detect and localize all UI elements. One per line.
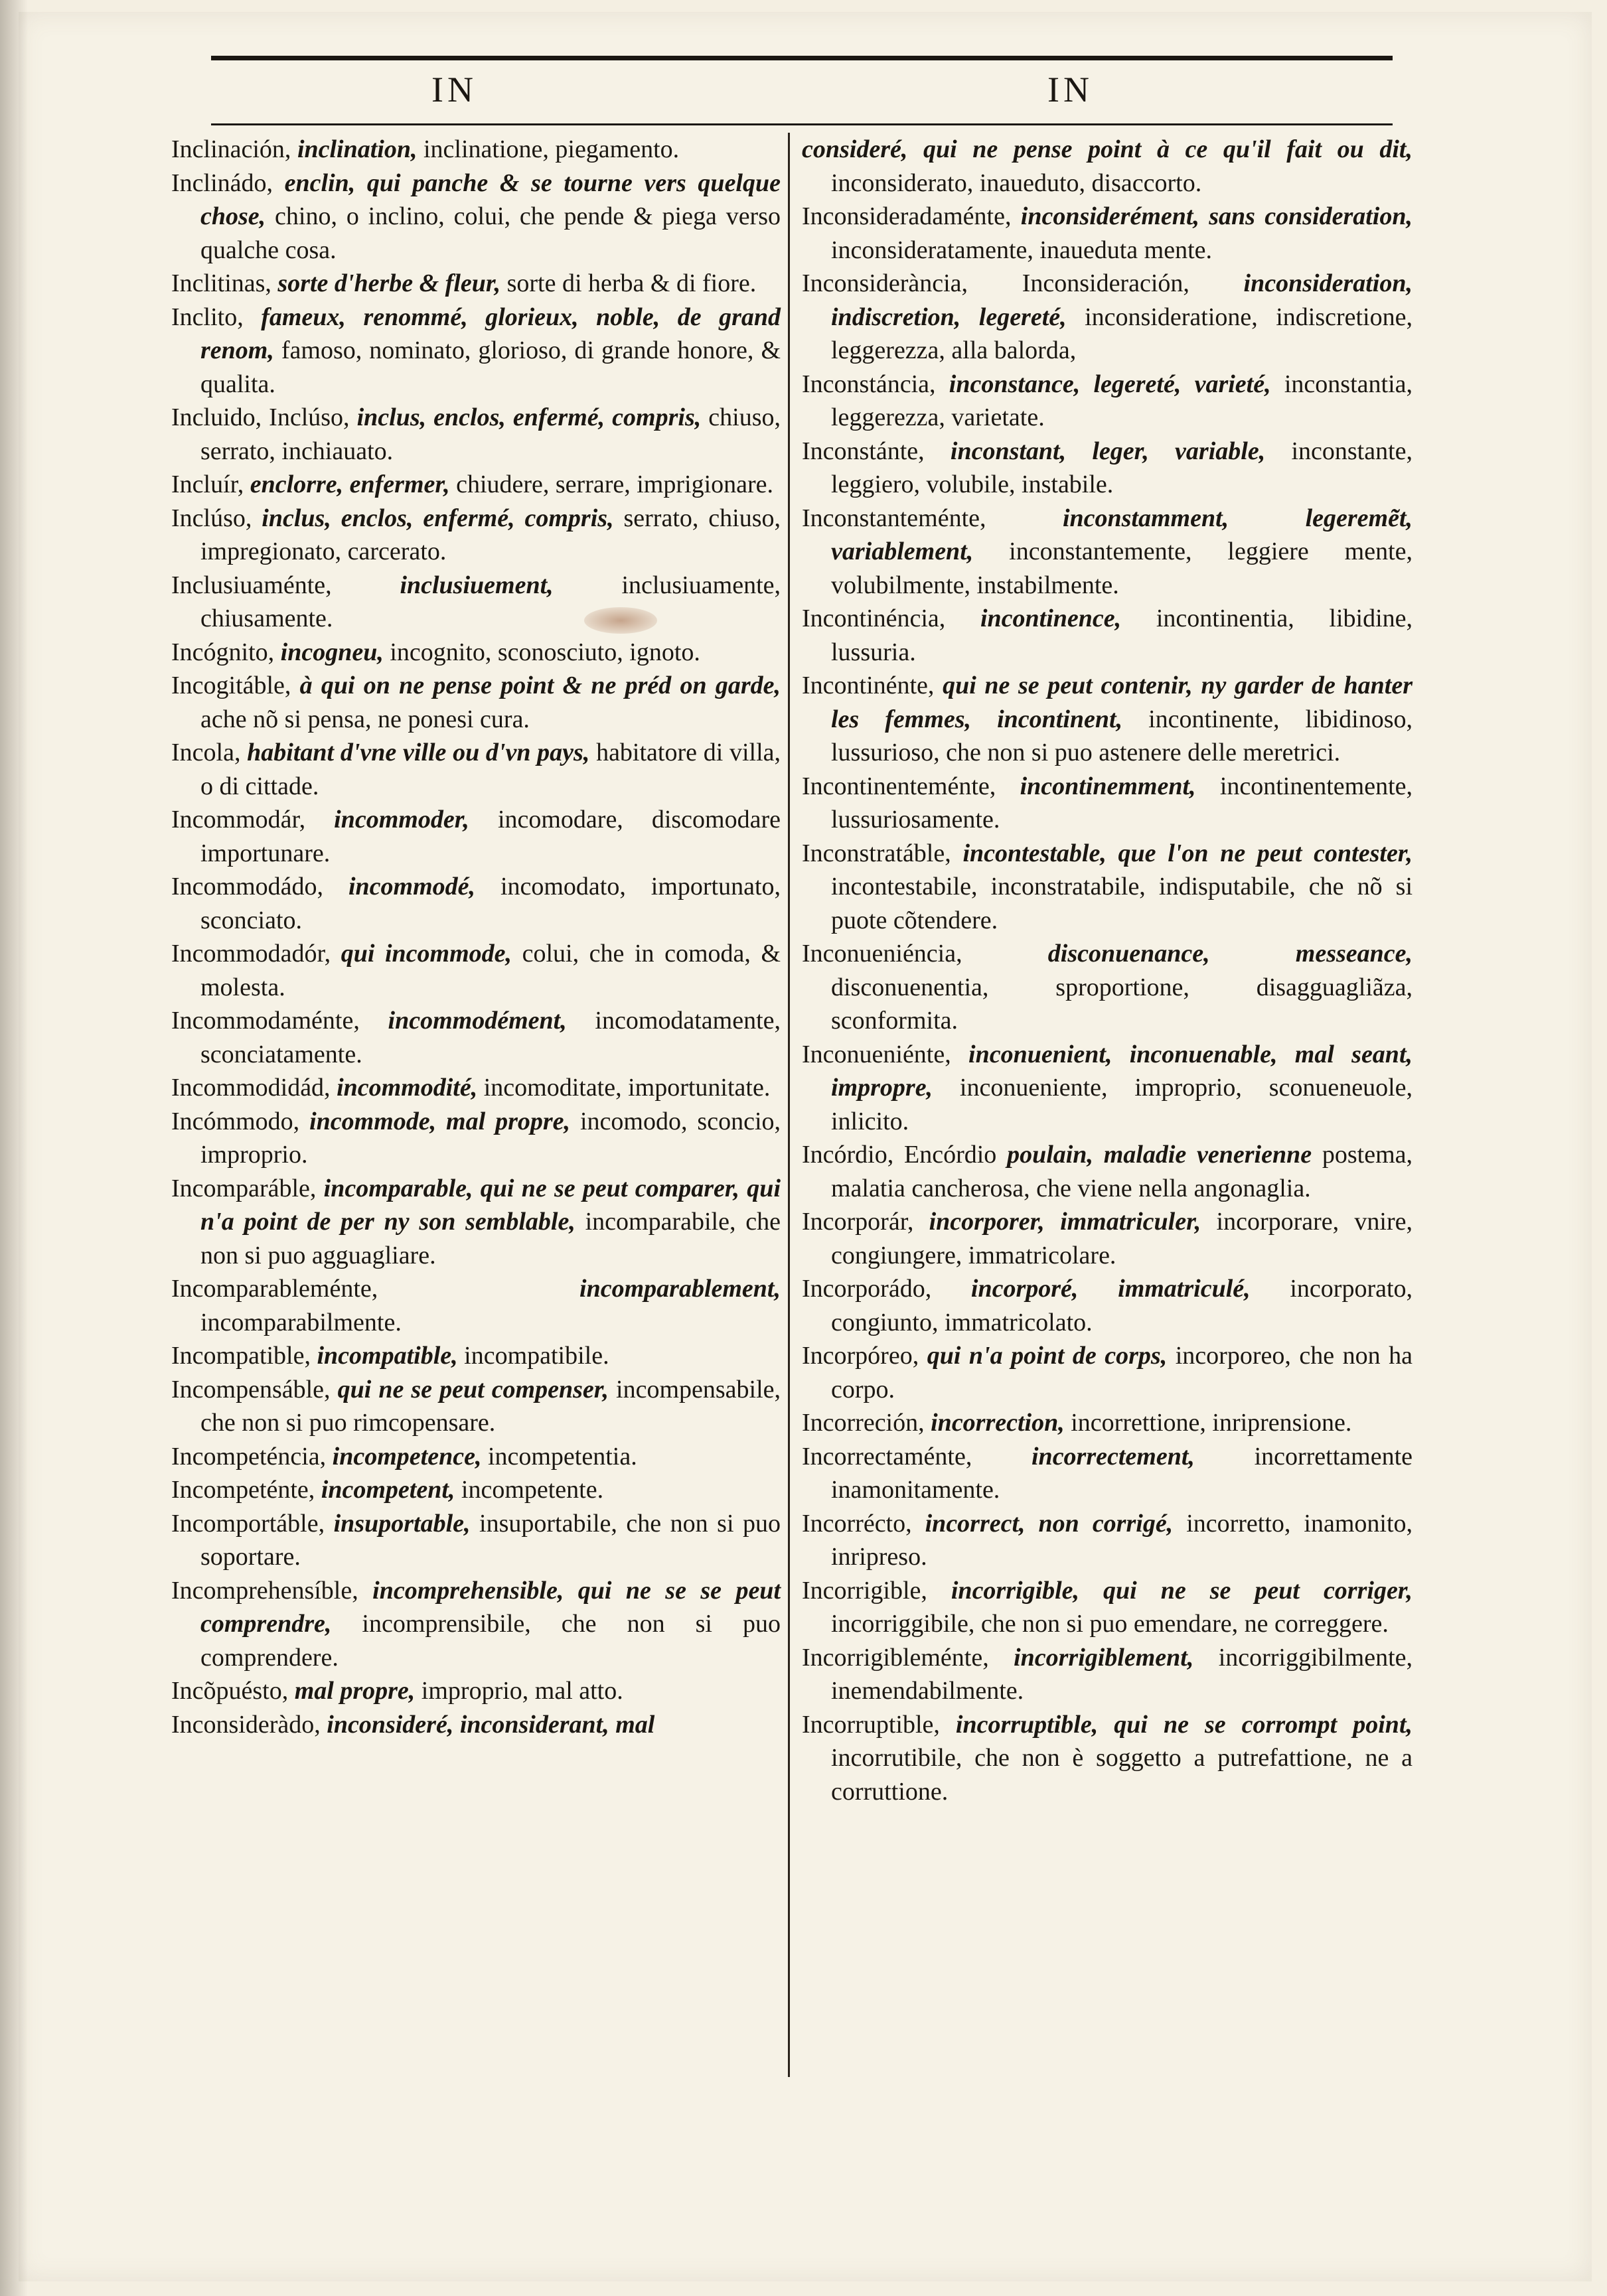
entry-italian: incontinentia, libidine, lussuria. [831,605,1413,666]
entry-italian: inclusiuamente, chiusamente. [200,571,781,632]
entry-french: incommodément, [388,1007,567,1035]
entry-french: qui ne se peut contenir, ny garder de hanter les femmes, incontinent, [831,672,1413,733]
header-underline-rule [211,123,1393,125]
entry-headword: Inclúso, [171,504,252,532]
entry-french: incorrect, non corrigé, [925,1509,1174,1538]
dictionary-entry [171,1004,781,1071]
book-gutter-shadow [0,0,28,2296]
entry-french: incompetent, [321,1476,455,1504]
entry-headword: Inclusiuaménte, [171,571,332,599]
entry-italian: famoso, nominato, glorioso, di grande honore, & qualita. [200,336,781,398]
entry-french: enclin, qui panche & se tourne vers quelque chose, [200,169,781,230]
running-head-left: IN [431,70,477,109]
dictionary-entry [802,1205,1413,1272]
entry-french: inconsideration, indiscretion, legereté, [831,269,1413,331]
entry-french: incompetence, [332,1442,482,1471]
dictionary-entry [802,1507,1413,1574]
entry-italian: inconsideratamente, inaueduta mente. [831,236,1212,264]
entry-headword: Incorrigibleménte, [802,1643,989,1672]
entry-headword: Incõpuésto, [171,1677,289,1705]
entry-headword: Inconsideràdo, [171,1710,321,1739]
dictionary-entry [171,133,781,167]
dictionary-entry [802,602,1413,669]
entry-headword: Incompeténte, [171,1476,315,1504]
entry-headword: Incorporádo, [802,1275,932,1303]
entry-headword: Inconstáncia, [802,370,936,398]
entry-headword: Incommodadór, [171,940,331,968]
entry-french: incorrectement, [1032,1442,1195,1471]
entry-french: incommoder, [334,806,469,833]
entry-italian: incomprensibile, che non si puo comprendere. [200,1610,781,1672]
entry-french: inclus, enclos, enfermé, compris, [356,403,702,431]
entry-italian: incorriggibile, che non si puo emendare, ne correggere. [831,1610,1389,1638]
entry-french: incogneu, [280,638,384,666]
entry-headword: Inconueniéncia, [802,940,962,968]
entry-headword: Incómmodo, [171,1107,300,1135]
entry-italian: incomodare, discomodare importunare. [200,806,781,867]
dictionary-entry [802,435,1413,502]
entry-headword: Incluír, [171,470,244,498]
entry-headword: Inclitinas, [171,269,271,297]
entry-french: incommodité, [337,1074,478,1102]
entry-italian: incorporare, vnire, congiungere, immatricolare. [831,1208,1413,1269]
entry-french: inclusiuement, [400,571,554,599]
entry-italian: incorporato, congiunto, immatricolato. [831,1275,1413,1336]
entry-headword: Incontinénte, [802,672,935,699]
entry-headword: Incluido, Inclúso, [171,403,350,431]
entry-italian: insuportabile, che non si puo soportare. [200,1509,781,1571]
dictionary-entry [171,1473,781,1507]
dictionary-entry [171,1339,781,1373]
entry-italian: incompatibile. [464,1342,609,1370]
dictionary-entry [171,1172,781,1273]
entry-headword: Incorporár, [802,1208,914,1236]
dictionary-entry [171,1373,781,1440]
dictionary-entry [802,502,1413,603]
entry-headword: Inconueniénte, [802,1040,951,1068]
entry-headword: Incógnito, [171,638,275,666]
entry-italian: chino, o inclino, colui, che pende & piega verso qualche cosa. [200,202,781,264]
entry-headword: Inclinación, [171,135,291,163]
entry-headword: Incorpóreo, [802,1342,919,1370]
entry-italian: incorporeo, che non ha corpo. [831,1342,1413,1403]
dictionary-entry [802,133,1413,200]
entry-french: fameux, renommé, glorieux, noble, de grand renom, [200,303,781,364]
entry-italian: incomodato, importunato, sconciato. [200,873,781,934]
entry-italian: incompetente. [461,1476,604,1504]
entry-headword: Inconstratáble, [802,839,951,867]
dictionary-entry [171,1507,781,1574]
dictionary-entry [171,1574,781,1675]
dictionary-entry [171,669,781,736]
entry-headword: Incompensáble, [171,1375,331,1403]
entry-french: disconuenance, messeance, [1047,940,1413,968]
entry-french: incontinemment, [1020,772,1196,800]
entry-french: mal propre, [294,1677,416,1705]
entry-headword: Incorrigible, [802,1576,927,1605]
left-column [171,133,781,1741]
entry-headword: Incontinenteménte, [802,772,996,800]
entry-headword: Incompatible, [171,1342,311,1370]
entry-headword: Incomprehensíble, [171,1576,358,1605]
dictionary-entry [802,1339,1413,1406]
entry-french: inclus, enclos, enfermé, compris, [262,504,614,532]
entry-french: inclination, [297,135,418,163]
entry-headword: Incorruptible, [802,1710,940,1739]
dictionary-entry [802,200,1413,267]
entry-italian: habitatore di villa, o di cittade. [200,739,781,800]
entry-headword: Incola, [171,739,241,766]
dictionary-entry [171,636,781,670]
entry-italian: colui, che in comoda, & molesta. [200,940,781,1001]
dictionary-entry [171,1440,781,1474]
entry-french: incomparable, qui ne se peut comparer, qui n'a point de per ny son semblable, [200,1174,781,1236]
dictionary-entry [802,1708,1413,1809]
dictionary-entry [171,1105,781,1172]
right-column [802,133,1413,1808]
entry-french: qui ne se peut compenser, [337,1375,609,1403]
entry-italian: sorte di herba & di fiore. [506,269,757,297]
entry-french: inconsiderément, sans consideration, [1020,202,1413,230]
entry-french: incorporé, immatriculé, [970,1275,1251,1303]
dictionary-entry [171,736,781,803]
entry-french: consideré, qui ne pense point à ce qu'il fait ou dit, [802,135,1413,163]
entry-italian: incompensabile, che non si puo rimcopensare. [200,1375,781,1437]
entry-headword: Incommodádo, [171,873,324,900]
entry-italian: inconsideratione, indiscretione, leggerezza, alla balorda, [831,303,1413,364]
entry-italian: incorretto, inamonito, inripreso. [831,1509,1413,1571]
entry-french: incontestable, que l'on ne peut contester, [962,839,1413,867]
entry-italian: inconstante, leggiero, volubile, instabile. [831,437,1413,498]
entry-headword: Incommodaménte, [171,1007,360,1035]
dictionary-entry [171,1071,781,1105]
entry-italian: ache nõ si pensa, ne ponesi cura. [200,705,530,733]
entry-italian: chiuso, serrato, inchiauato. [200,403,781,465]
entry-french: sorte d'herbe & fleur, [277,269,501,297]
entry-italian: disconuenentia, sproportione, disagguagliãza, sconformita. [831,973,1413,1035]
entry-italian: serrato, chiuso, impregionato, carcerato. [200,504,781,565]
dictionary-entry [802,1138,1413,1205]
entry-french: à qui on ne pense point & ne préd on garde, [299,672,781,699]
entry-headword: Inconsiderància, Inconsideración, [802,269,1189,297]
dictionary-entry [171,301,781,401]
entry-italian: inclinatione, piegamento. [423,135,680,163]
entry-headword: Incomportáble, [171,1509,325,1538]
dictionary-entry [802,368,1413,435]
dictionary-entry [802,1641,1413,1708]
header-rule [211,56,1393,60]
entry-italian: incorrettione, inriprensione. [1071,1409,1352,1437]
entry-headword: Incommodidád, [171,1074,331,1102]
dictionary-entry [802,267,1413,368]
entry-french: inconuenient, inconuenable, mal seant, impropre, [831,1040,1413,1102]
entry-headword: Incommodár, [171,806,306,833]
dictionary-entry [171,803,781,870]
dictionary-entry [802,1574,1413,1641]
entry-italian: inconsiderato, inaueduto, disaccorto. [831,169,1202,197]
entry-headword: Incorrectaménte, [802,1442,972,1471]
entry-french: incommodé, [348,873,475,900]
entry-italian: improprio, mal atto. [421,1677,623,1705]
entry-headword: Inconstanteménte, [802,504,986,532]
entry-italian: incomparabile, che non si puo agguagliare. [200,1208,781,1269]
entry-italian: postema, malatia cancherosa, che viene nella angonaglia. [831,1141,1413,1202]
entry-headword: Incontinéncia, [802,605,946,632]
dictionary-entry [171,502,781,569]
entry-french: inconsideré, inconsiderant, mal [327,1710,655,1739]
dictionary-entry [171,267,781,301]
dictionary-entry [802,1038,1413,1139]
entry-french: incorrection, [931,1409,1065,1437]
entry-headword: Incorrécto, [802,1509,912,1538]
column-divider [788,133,790,2077]
entry-french: inconstant, leger, variable, [950,437,1266,465]
dictionary-entry [802,937,1413,1038]
entry-french: habitant d'vne ville ou d'vn pays, [247,739,590,766]
entry-french: poulain, maladie venerienne [1007,1141,1312,1169]
entry-italian: incomodatamente, sconciatamente. [200,1007,781,1068]
entry-french: incomprehensible, qui ne se se peut comprendre, [200,1576,781,1638]
entry-french: incorrigible, qui ne se peut corriger, [951,1576,1413,1605]
entry-italian: incomparabilmente. [200,1308,402,1336]
entry-french: insuportable, [333,1509,471,1538]
entry-french: incommode, mal propre, [309,1107,571,1135]
entry-french: enclorre, enfermer, [250,470,450,498]
dictionary-entry [802,770,1413,837]
entry-italian: incontinente, libidinoso, lussurioso, che non si puo astenere delle meretrici. [831,705,1413,766]
entry-headword: Incorreción, [802,1409,925,1437]
entry-headword: Incomparableménte, [171,1275,378,1303]
entry-italian: incompetentia. [487,1442,637,1471]
dictionary-entry [171,870,781,937]
dictionary-entry [802,837,1413,938]
entry-italian: inconstantemente, leggiere mente, volubilmente, instabilmente. [831,538,1413,599]
dictionary-entry [802,1406,1413,1440]
entry-italian: incomodo, sconcio, improprio. [200,1107,781,1169]
entry-italian: incognito, sconosciuto, ignoto. [390,638,700,666]
dictionary-entry [171,1272,781,1339]
entry-italian: incorriggibilmente, inemendabilmente. [831,1643,1413,1705]
entry-italian: incontinentemente, lussuriosamente. [831,772,1413,833]
entry-headword: Incogitáble, [171,672,291,699]
entry-headword: Inclinádo, [171,169,273,197]
entry-french: incorrigiblement, [1014,1643,1194,1672]
dictionary-entry [802,669,1413,770]
entry-italian: incontestabile, inconstratabile, indisputabile, che nõ si puote cõtendere. [831,873,1413,934]
dictionary-entry [802,1440,1413,1507]
entry-french: qui n'a point de corps, [927,1342,1168,1370]
dictionary-entry [171,1708,781,1742]
entry-italian: chiudere, serrare, imprigionare. [456,470,774,498]
running-head-right: IN [1047,70,1093,109]
dictionary-entry [802,1272,1413,1339]
entry-italian: inconstantia, leggerezza, varietate. [831,370,1413,431]
entry-french: incorruptible, qui ne se corrompt point, [955,1710,1413,1739]
entry-headword: Incomparáble, [171,1174,317,1202]
entry-french: incontinence, [980,605,1122,632]
entry-french: incomparablement, [579,1275,781,1303]
entry-french: incorporer, immatriculer, [929,1208,1201,1236]
dictionary-entry [171,1674,781,1708]
entry-italian: incomoditate, importunitate. [483,1074,771,1102]
dictionary-entry [171,401,781,468]
entry-headword: Inconstánte, [802,437,925,465]
entry-italian: incorrettamente inamonitamente. [831,1442,1413,1504]
entry-headword: Inconsideradaménte, [802,202,1012,230]
entry-french: inconstamment, legeremẽt, variablement, [831,504,1413,565]
entry-french: inconstance, legereté, varieté, [949,370,1271,398]
entry-headword: Inclito, [171,303,244,331]
dictionary-entry [171,167,781,267]
entry-italian: inconueniente, improprio, sconueneuole, inlicito. [831,1074,1413,1135]
entry-french: qui incommode, [341,940,512,968]
dictionary-entry [171,468,781,502]
entry-french: incompatible, [317,1342,458,1370]
entry-headword: Incórdio, Encórdio [802,1141,997,1169]
dictionary-entry [171,937,781,1004]
dictionary-entry [171,569,781,636]
entry-headword: Incompeténcia, [171,1442,327,1471]
entry-italian: incorrutibile, che non è soggetto a putrefattione, ne a corruttione. [831,1744,1413,1806]
